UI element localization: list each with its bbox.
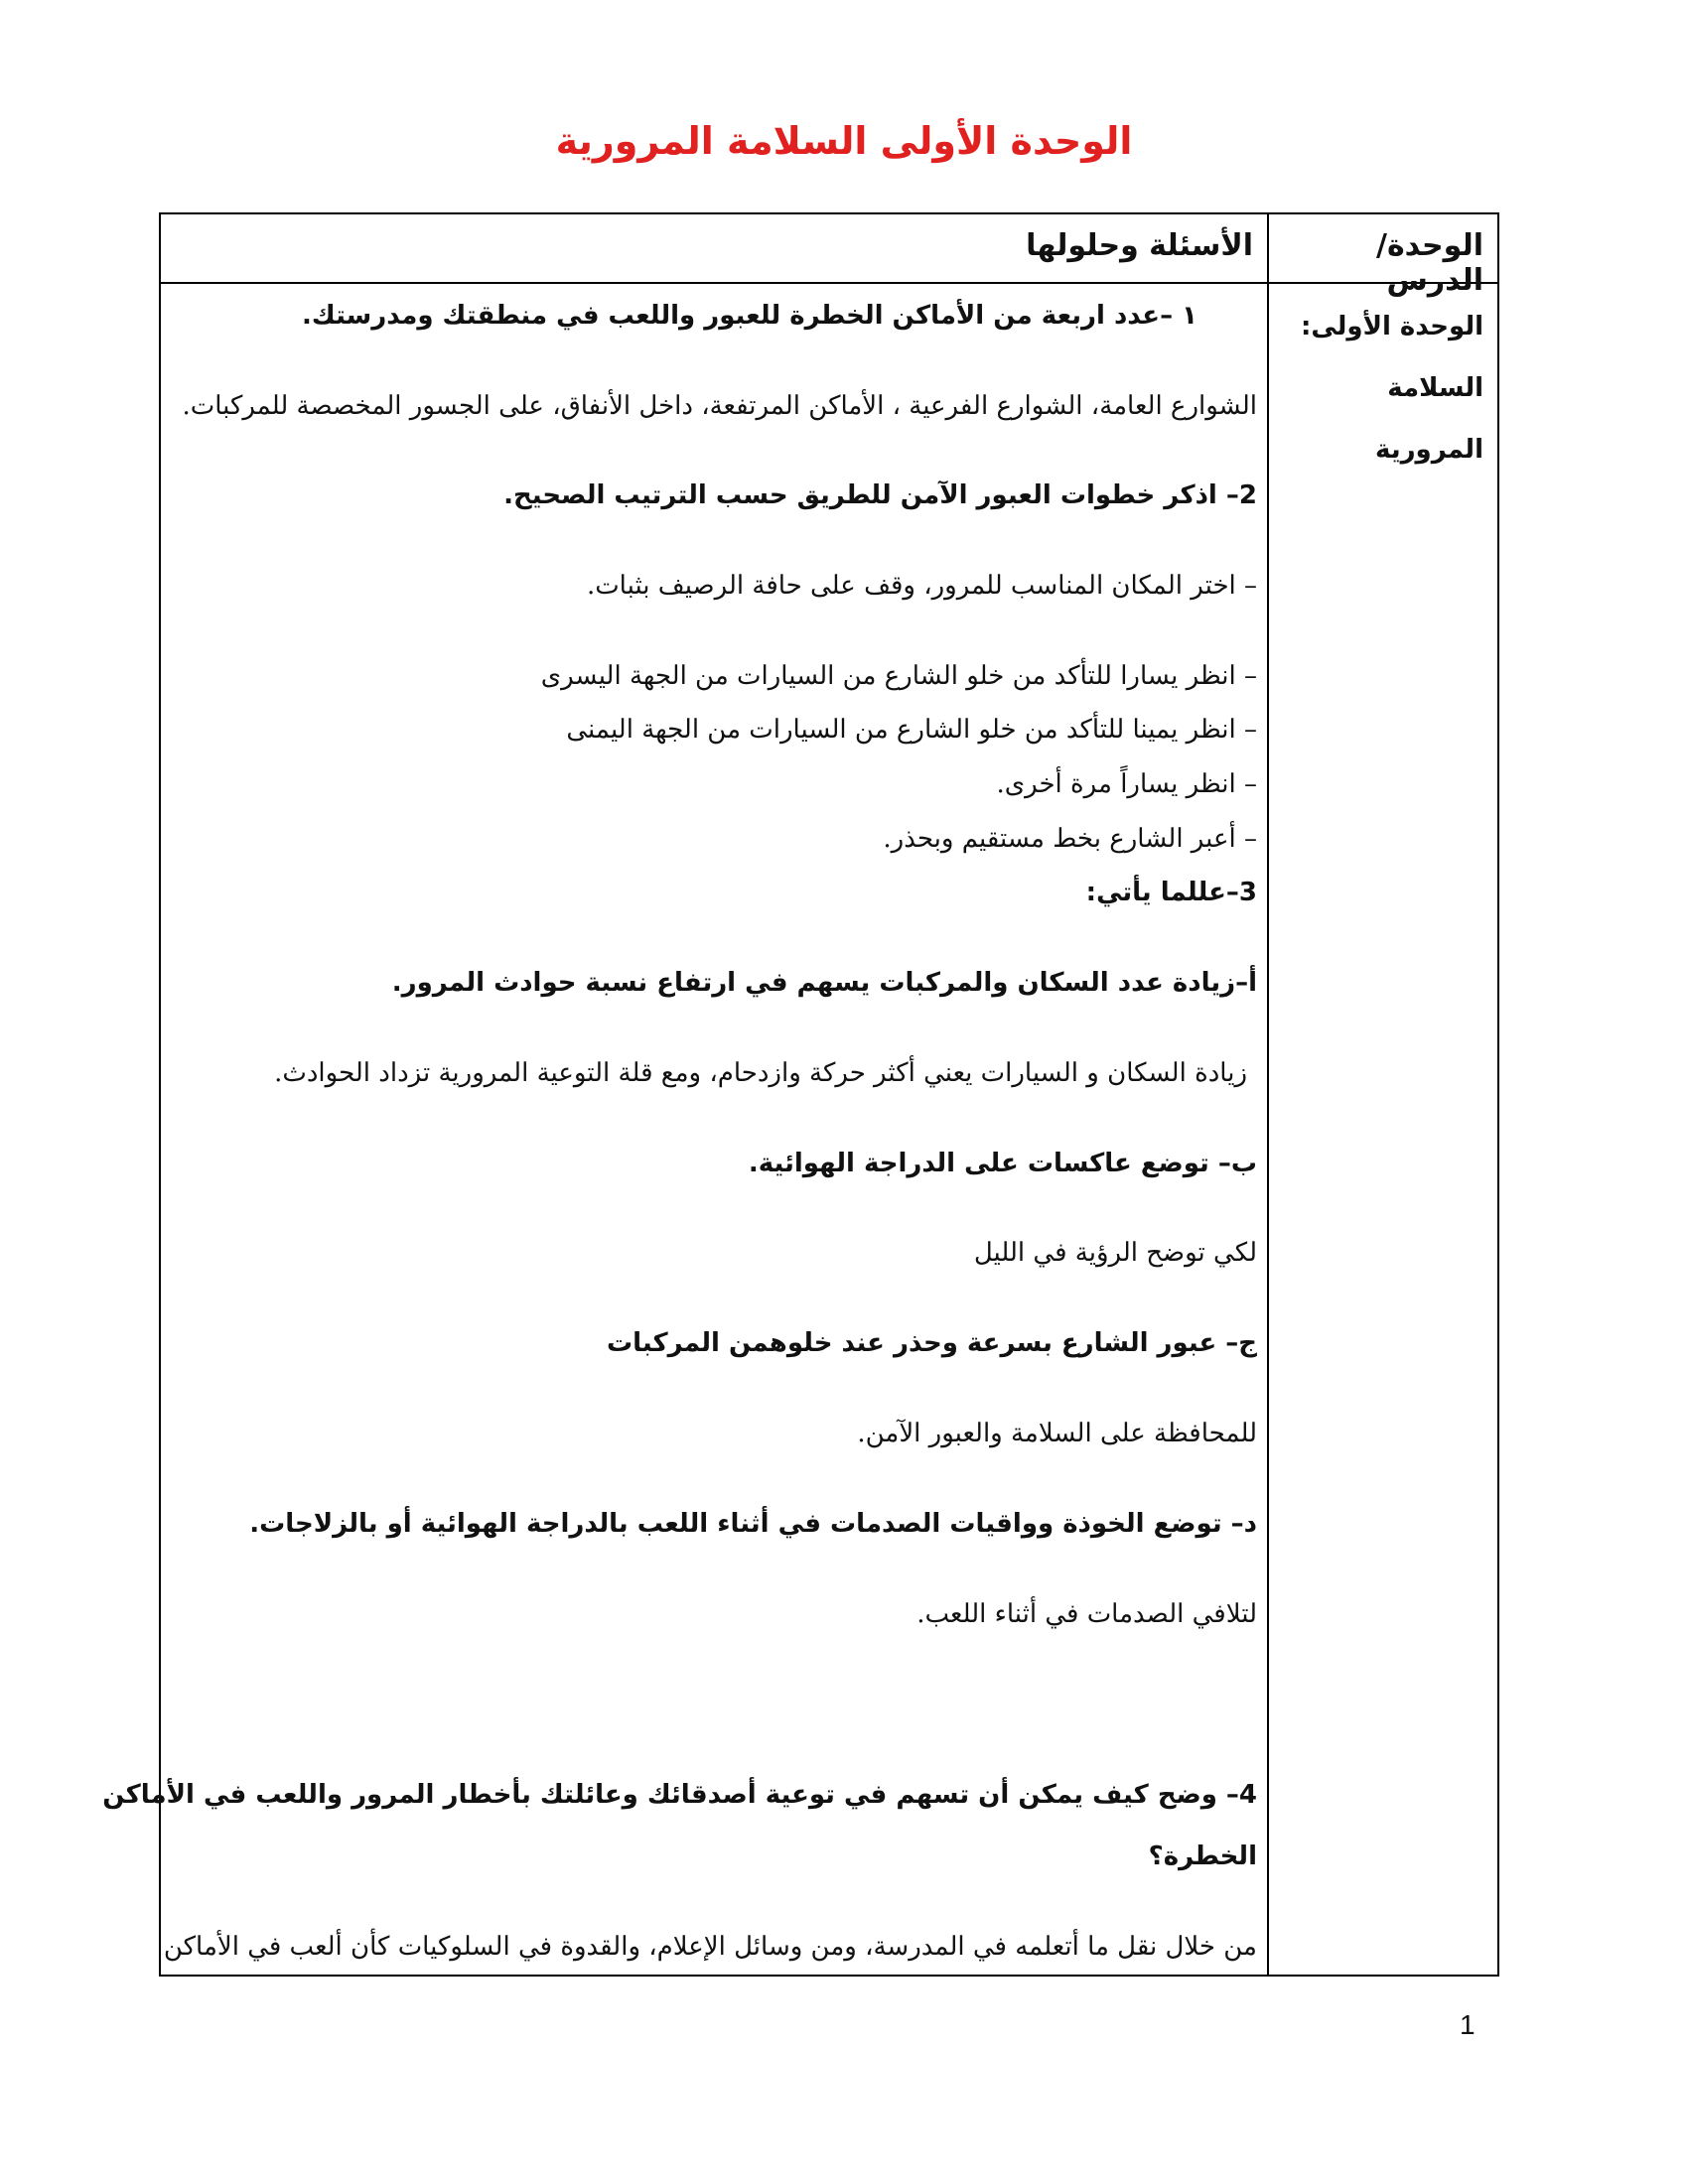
answer-2-step-3: – انظر يمينا للتأكد من خلو الشارع من السيارات من الجهة اليمنى [566,715,1257,745]
answer-2-step-5: – أعبر الشارع بخط مستقيم وبحذر. [883,824,1257,854]
answer-2-step-2: – انظر يسارا للتأكد من خلو الشارع من السيارات من الجهة اليسرى [540,661,1257,691]
answer-2-step-4: – انظر يساراً مرة أخرى. [996,769,1257,799]
unit-topic: السلامة المرورية [1375,373,1483,465]
question-1: ١ –عدد اربعة من الأماكن الخطرة للعبور واللعب في منطقتك ومدرستك. [301,301,1197,331]
question-3d: د– توضع الخوذة وواقيات الصدمات في أثناء اللعب بالدراجة الهوائية أو بالزلاجات. [249,1509,1257,1539]
unit-name: الوحدة الأولى: [1300,312,1483,341]
question-2: 2– اذكر خطوات العبور الآمن للطريق حسب الترتيب الصحيح. [503,480,1257,510]
question-4-line-1: 4– وضح كيف يمكن أن تسهم في توعية أصدقائك وعائلتك بأخطار المرور واللعب في الأماكن [102,1780,1257,1810]
answer-3c: للمحافظة على السلامة والعبور الآمن. [857,1419,1257,1448]
answer-2-step-1: – اختر المكان المناسب للمرور، وقف على حافة الرصيف بثبات. [586,571,1257,601]
page-title: الوحدة الأولى السلامة المرورية [555,119,1133,163]
answer-3d: لتلافي الصدمات في أثناء اللعب. [916,1599,1257,1629]
header-questions-answers: الأسئلة وحلولها [1026,228,1253,263]
question-3a: أ–زيادة عدد السكان والمركبات يسهم في ارتفاع نسبة حوادث المرور. [391,968,1257,998]
column-divider [1267,214,1269,1975]
question-4-line-2: الخطرة؟ [1148,1842,1257,1871]
question-3c: ج– عبور الشارع بسرعة وحذر عند خلوهمن المركبات [607,1328,1257,1358]
answer-4: من خلال نقل ما أتعلمه في المدرسة، ومن وسائل الإعلام، والقدوة في السلوكيات كأن ألعب في الأماكن [163,1932,1257,1962]
question-3b: ب– توضع عاكسات على الدراجة الهوائية. [748,1149,1257,1178]
unit-cell [1280,296,1483,480]
header-unit-lesson: الوحدة/ الدرس [1376,228,1483,298]
answer-3a: زيادة السكان و السيارات يعني أكثر حركة وازدحام، ومع قلة التوعية المرورية تزداد الحوادث. [274,1058,1247,1088]
page-number: 1 [1460,2009,1476,2040]
table-header-row [161,214,1497,298]
answer-3b: لكي توضح الرؤية في الليل [973,1238,1257,1268]
qa-table [102,212,1499,1977]
question-3: 3–عللما يأتي: [1085,878,1257,907]
answer-1: الشوارع العامة، الشوارع الفرعية ، الأماكن المرتفعة، داخل الأنفاق، على الجسور المخصصة للمركبات. [182,391,1257,421]
